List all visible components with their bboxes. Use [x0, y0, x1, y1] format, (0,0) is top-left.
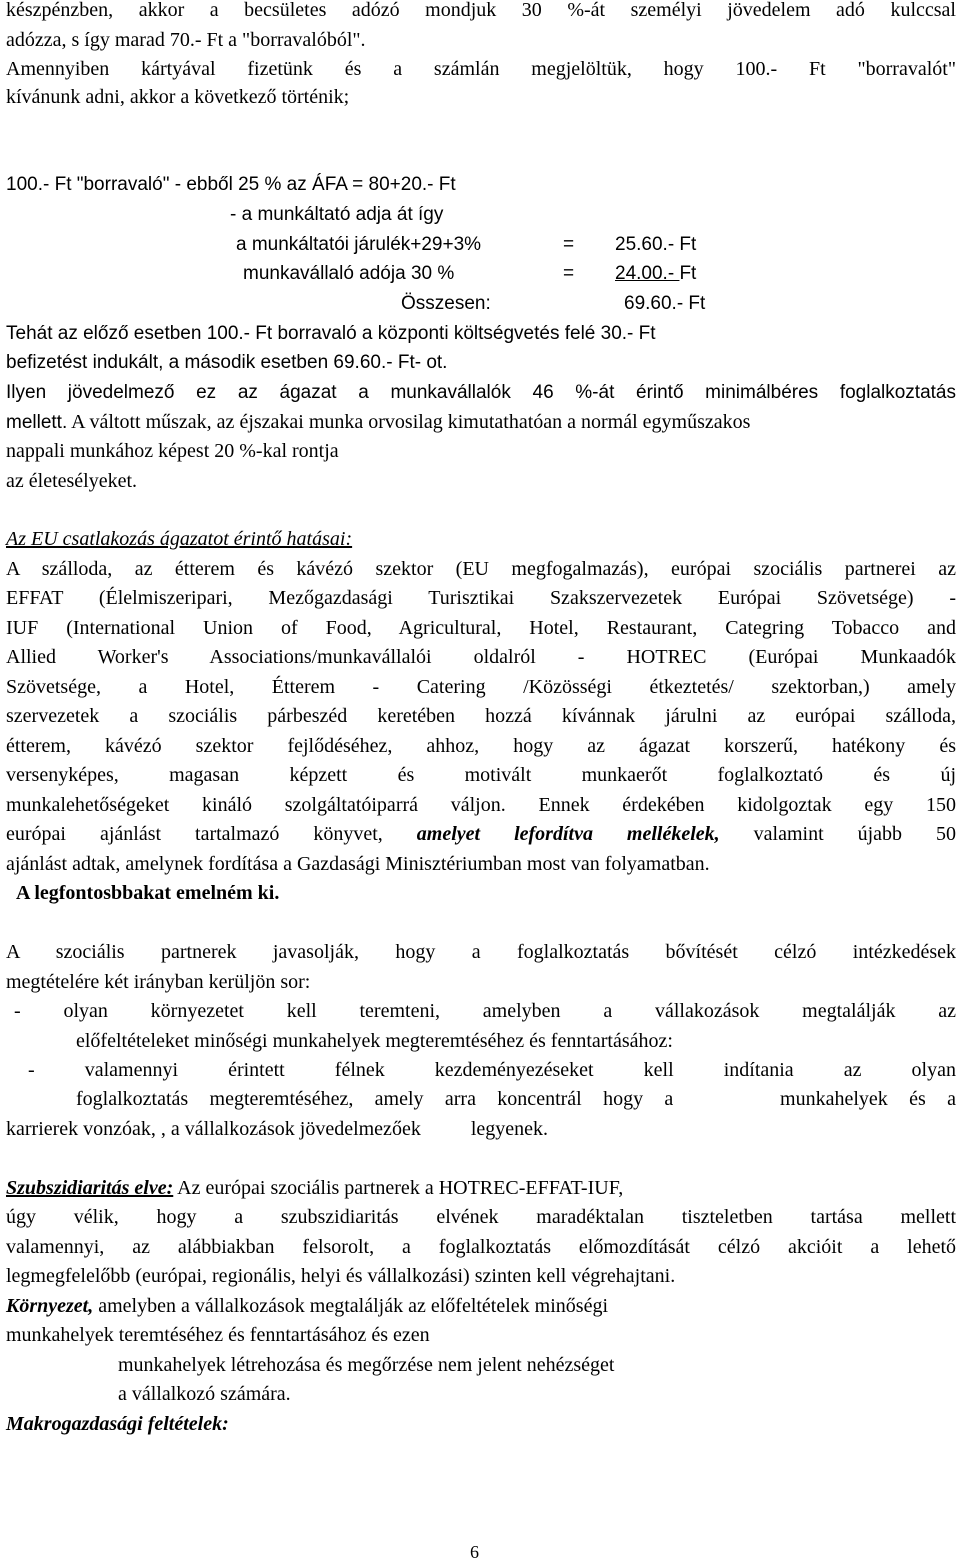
subsid-line-7: munkahelyek létrehozása és megőrzése nem jelent nehézséget — [118, 1354, 615, 1376]
calc-row2-equals: = — [563, 263, 575, 284]
eu-line-12: A legfontosbbakat emelném ki. — [16, 882, 280, 904]
eu-line-6: szervezetek a szociális párbeszéd keretében hozzá kívánnak járulni az európai szálloda, — [6, 705, 956, 727]
shift-line-1-rest: A váltott műszak, az éjszakai munka orvosilag kimutathatóan a normál egyműszakos — [67, 411, 751, 433]
calc-row1-value: 25.60.- Ft — [615, 234, 697, 255]
eu-line-9: munkalehetőségeket kináló szolgáltatóiparrá váljon. Ennek érdekében kidolgoztak egy 150 — [6, 794, 956, 816]
eu-line-5: Szövetsége, a Hotel, Étterem - Catering /Közösségi étkeztetés/ szektorban,) amely — [6, 676, 956, 698]
partners-bullet-1-a: - olyan környezetet kell teremteni, amelyben a vállakozások megtalálják az — [14, 1000, 956, 1022]
intro-line-2: adózza, s így marad 70.- Ft a "borravalóból". — [6, 29, 366, 51]
shift-line-1 — [6, 409, 750, 436]
subsid-line-2: úgy vélik, hogy a szubszidiaritás elvének maradéktalan tiszteletben tartása mellett — [6, 1206, 956, 1228]
eu-line-10-emphasis: amelyet lefordítva mellékelek, — [416, 823, 720, 845]
calc-row2-value-underlined: 24.00.- — [615, 263, 680, 284]
calc-row2-label: munkavállaló adója 30 % — [243, 263, 455, 284]
eu-line-10-a: európai ajánlást tartalmazó könyvet, — [6, 823, 383, 845]
subsid-label: Szubszidiaritás elve: — [6, 1177, 174, 1199]
calc-line-1: 100.- Ft "borravaló" - ebből 25 % az ÁFA = 80+20.- Ft — [6, 174, 456, 195]
calc-row1-equals: = — [563, 234, 575, 255]
eu-line-7: étterem, kávézó szektor fejlődéséhez, ahhoz, hogy az ágazat korszerű, hatékony és — [6, 735, 956, 757]
partners-line-1: A szociális partnerek javasolják, hogy a foglalkoztatás bővítését célzó intézkedések — [6, 941, 956, 963]
subsid-line-4: legmegfelelőbb (európai, regionális, helyi és vállalkozási) szinten kell végrehajtani. — [6, 1265, 676, 1287]
calc-total-value: 69.60.- Ft — [624, 293, 706, 314]
partners-bullet-2-b: foglalkoztatás megteremtéséhez, amely arra koncentrál hogy a munkahelyek és a — [76, 1088, 956, 1110]
calc-line-2: - a munkáltató adja át így — [230, 204, 444, 225]
calc-total-label: Összesen: — [401, 293, 491, 314]
partners-line-2: megtételére két irányban kerüljön sor: — [6, 971, 311, 993]
calc-row1-label: a munkáltatói járulék+29+3% — [236, 234, 482, 255]
eu-line-8: versenyképes, magasan képzett és motivált munkaerőt foglalkoztató és új — [6, 764, 956, 786]
subsid-line-3: valamennyi, az alábbiakban felsorolt, a foglalkoztatás előmozdítását célzó akcióit a lehető — [6, 1236, 956, 1258]
eu-line-1: A szálloda, az étterem és kávézó szektor (EU megfogalmazás), európai szociális partnerei az — [6, 558, 956, 580]
subsid-line-1-rest: Az európai szociális partnerek a HOTREC-EFFAT-IUF, — [173, 1177, 624, 1199]
partners-bullet-2-a: - valamennyi érintett félnek kezdeményezéseket kell indítania az olyan — [28, 1059, 956, 1081]
eu-line-2: EFFAT (Élelmiszeripari, Mezőgazdasági Turisztikai Szakszervezetek Európai Szövetsége) - — [6, 587, 956, 609]
eu-line-10 — [6, 821, 956, 847]
page-number: 6 — [470, 1542, 479, 1562]
eu-heading: Az EU csatlakozás ágazatot érintő hatásai: — [6, 528, 353, 550]
shift-line-1-start: mellett. — [6, 412, 68, 433]
eu-line-11: ajánlást adtak, amelynek fordítása a Gazdasági Minisztériumban most van folyamatban. — [6, 853, 710, 875]
intro-line-3: Amennyiben kártyával fizetünk és a számlán megjelöltük, hogy 100.- Ft "borravalót" — [6, 58, 956, 80]
partners-bullet-2-c: karrierek vonzóak, , a vállalkozások jövedelmezőek legyenek. — [6, 1118, 549, 1140]
calc-conclusion-3: Ilyen jövedelmező ez az ágazat a munkavállalók 46 %-át érintő minimálbéres foglalkoztatás — [6, 382, 956, 403]
partners-bullet-1-b: előfeltételeket minőségi munkahelyek megteremtéséhez és fenntartásához: — [76, 1030, 673, 1052]
macro-heading: Makrogazdasági feltételek: — [6, 1413, 229, 1435]
calc-row2-value — [615, 261, 696, 287]
subsid-line-6: munkahelyek teremtéséhez és fenntartásához és ezen — [6, 1324, 430, 1346]
calc-conclusion-2: befizetést indukált, a második esetben 69.60.- Ft- ot. — [6, 352, 448, 373]
calc-row2-value-unit: Ft — [679, 263, 697, 284]
eu-line-3: IUF (International Union of Food, Agricultural, Hotel, Restaurant, Categring Tobacco and — [6, 617, 956, 639]
intro-line-1: készpénzben, akkor a becsületes adózó mondjuk 30 %-át személyi jövedelem adó kulccsal — [6, 0, 956, 21]
shift-line-2: nappali munkához képest 20 %-kal rontja — [6, 440, 339, 462]
calc-conclusion-1: Tehát az előző esetben 100.- Ft borravaló a központi költségvetés felé 30.- Ft — [6, 323, 656, 344]
eu-line-4: Allied Worker's Associations/munkavállalói oldalról - HOTREC (Európai Munkaadók — [6, 646, 956, 668]
env-label: Környezet, — [6, 1295, 94, 1317]
env-line — [6, 1293, 608, 1319]
eu-line-10-c: valamint újabb 50 — [753, 823, 957, 845]
env-line-rest: amelyben a vállalkozások megtalálják az előfeltételek minőségi — [93, 1295, 609, 1317]
subsid-line-1 — [6, 1175, 623, 1201]
intro-line-4: kívánunk adni, akkor a következő történik; — [6, 86, 350, 108]
subsid-line-8: a vállalkozó számára. — [118, 1383, 291, 1405]
shift-line-3: az életesélyeket. — [6, 470, 138, 492]
